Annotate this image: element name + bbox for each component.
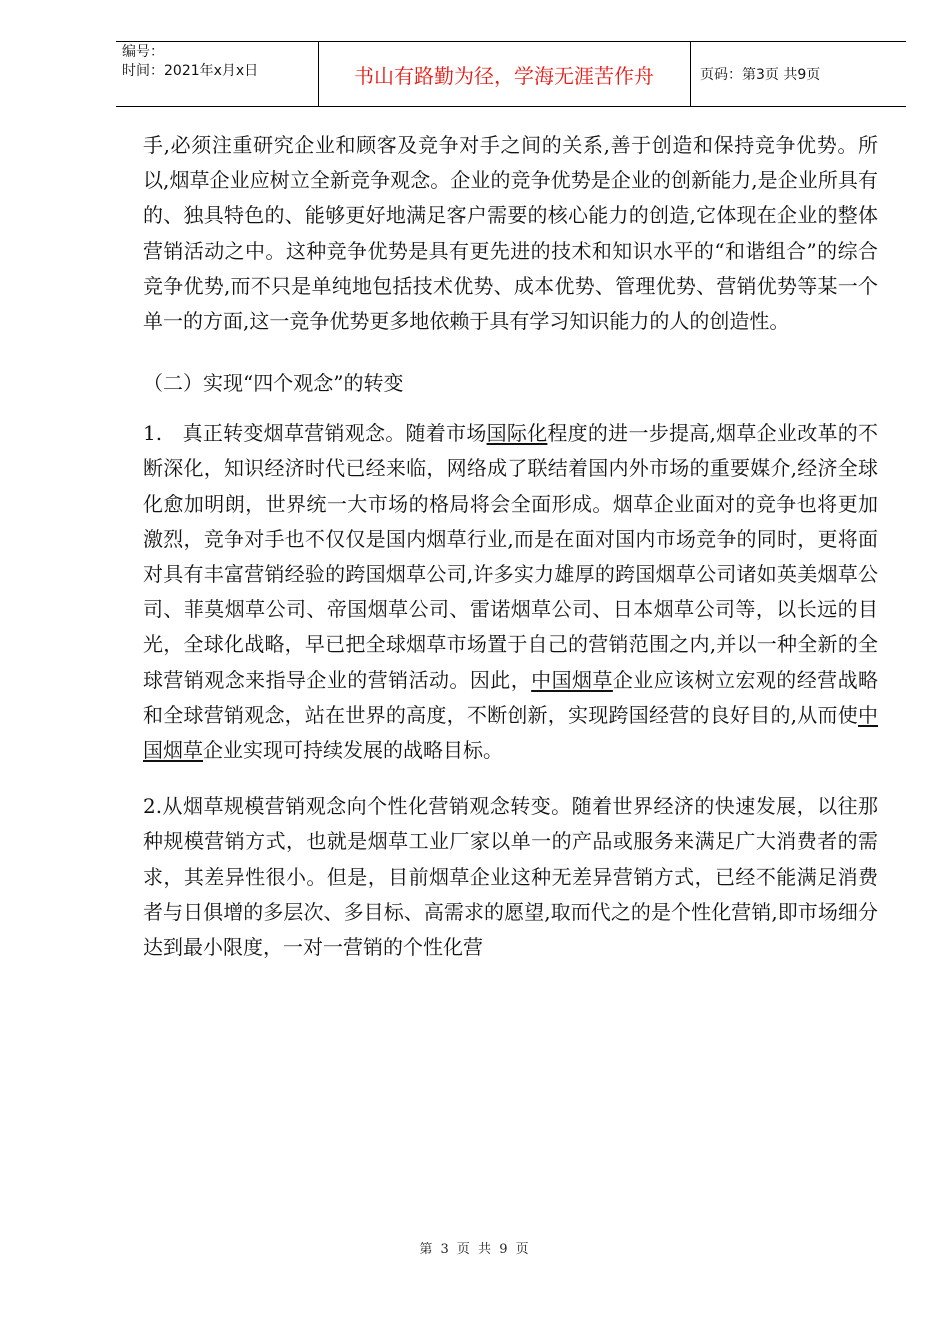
header-motto: 书山有路勤为径，学海无涯苦作舟 xyxy=(354,63,654,88)
paragraph-text: 1. 真正转变烟草营销观念。随着市场 xyxy=(143,421,487,446)
document-body xyxy=(143,128,878,965)
paragraph-competition: 手,必须注重研究企业和顾客及竞争对手之间的关系,善于创造和保持竞争优势。所以,烟草企业应树立全新竞争观念。企业的竞争优势是企业的创新能力,是企业所具有的、独具特色的、能够更好地满足客户需要的核心能力的创造,它体现在企业的整体营销活动之中。这种竞争优势是具有更先进的技术和知识水平的“和谐组合”的综合竞争优势,而不只是单纯地包括技术优势、成本优势、管理优势、营销优势等某一个单一的方面,这一竞争优势更多地依赖于具有学习知识能力的人的创造性。 xyxy=(143,133,878,334)
header-meta xyxy=(122,43,258,81)
number-label: 编号： xyxy=(122,44,164,60)
header-page-code: 页码：第3页 共9页 xyxy=(700,67,821,83)
paragraph-text: 程度的进一步提高,烟草企业改革的不断深化，知识经济时代已经来临，网络成了联结着国内外市场的重要媒介,经济全球化愈加明朗，世界统一大市场的格局将会全面形成。烟草企业面对的竞争也将更加激烈，竞争对手也不仅仅是国内烟草行业,而是在面对国内市场竞争的同时，更将面对具有丰富营销经验的跨国烟草公司,许多实力雄厚的跨国烟草公司诸如英美烟草公司、菲莫烟草公司、帝国烟草公司、雷诺烟草公司、日本烟草公司等，以长远的目光，全球化战略，早已把全球烟草市场置于自己的营销范围之内,并以一种全新的全球营销观念来指导企业的营销活动。因此， xyxy=(143,421,878,692)
section-heading: （二）实现“四个观念”的转变 xyxy=(143,371,404,396)
link-china-tobacco[interactable]: 中国烟草 xyxy=(531,667,613,692)
paragraph-personalized-marketing: 2.从烟草规模营销观念向个性化营销观念转变。随着世界经济的快速发展，以往那种规模营销方式，也就是烟草工业厂家以单一的产品或服务来满足广大消费者的需求，其差异性很小。但是，目前烟草企业这种无差异营销方式，已经不能满足消费者与日俱增的多层次、多目标、高需求的愿望,取而代之的是个性化营销,即市场细分达到最小限度，一对一营销的个性化营 xyxy=(143,794,878,960)
time-label: 时间：2021年x月x日 xyxy=(122,63,259,79)
page-footer: 第 3 页 共 9 页 xyxy=(419,1242,531,1257)
paragraph-text: 企业应该树立宏观的经营战略和全球营销观念，站在世界的高度，不断创新，实现跨国经营的良好目的,从而使 xyxy=(143,667,879,727)
link-china-tobacco[interactable]: 中国烟草 xyxy=(143,702,878,763)
header-divider xyxy=(690,41,691,107)
paragraph-text: 企业实现可持续发展的战略目标。 xyxy=(203,738,503,763)
page-header xyxy=(116,38,906,108)
paragraph-marketing-concept xyxy=(143,416,878,768)
link-internationalization[interactable]: 国际化 xyxy=(486,421,548,446)
